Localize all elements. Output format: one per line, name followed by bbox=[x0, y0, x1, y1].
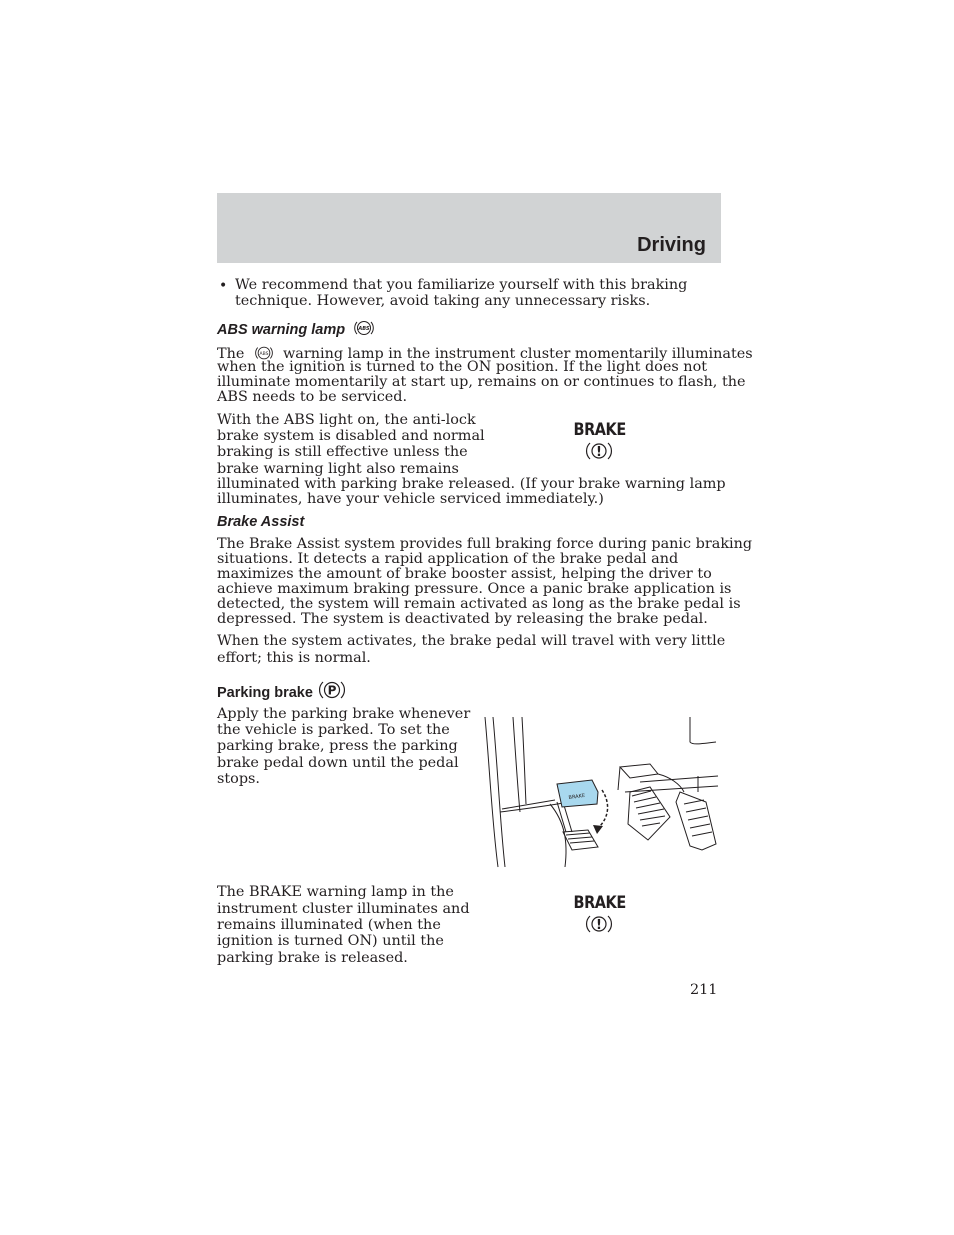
brake-assist-para2-line-1: When the system activates, the brake pedal will travel with very little bbox=[217, 633, 726, 649]
parking-brake-para2-line-1: The BRAKE warning lamp in the bbox=[217, 884, 454, 900]
brake-assist-para1-line-1: The Brake Assist system provides full braking force during panic braking bbox=[217, 536, 753, 552]
brake-warning-word-2: BRAKE bbox=[573, 893, 626, 913]
abs-para1-line-1-rest: warning lamp in the instrument cluster momentarily illuminates bbox=[282, 346, 753, 362]
parking-brake-icon bbox=[319, 679, 345, 705]
parking-brake-para1-line-1: Apply the parking brake whenever bbox=[217, 706, 471, 722]
bullet-marker: • bbox=[219, 278, 228, 294]
section-header-band bbox=[217, 193, 721, 263]
brake-warning-icon-2 bbox=[569, 894, 629, 935]
abs-para2-line-2: brake system is disabled and normal bbox=[217, 428, 485, 444]
bullet-text-line-1: We recommend that you familiarize yourself with this braking bbox=[235, 277, 688, 293]
parking-brake-para2-line-2: instrument cluster illuminates and bbox=[217, 901, 470, 917]
abs-heading-text: ABS warning lamp bbox=[217, 321, 346, 338]
section-title: Driving bbox=[637, 234, 706, 256]
abs-inline-icon-label: ABS bbox=[259, 351, 269, 357]
abs-para2-line-1: With the ABS light on, the anti-lock bbox=[217, 412, 476, 428]
brake-assist-para1-line-3: maximizes the amount of brake booster assist, helping the driver to bbox=[217, 566, 712, 582]
brake-assist-para2-line-2: effort; this is normal. bbox=[217, 650, 371, 666]
pedal-release-label: BRAKE bbox=[568, 792, 586, 802]
abs-para1-prefix: The bbox=[217, 346, 245, 362]
parking-brake-para1-line-5: stops. bbox=[217, 771, 261, 787]
abs-icon bbox=[353, 318, 375, 342]
abs-para2-line-3: braking is still effective unless the bbox=[217, 444, 468, 460]
parking-brake-heading-text: Parking brake bbox=[217, 685, 313, 701]
brake-assist-para1-line-4: achieve maximum braking pressure. Once a panic brake application is bbox=[217, 581, 732, 597]
parking-brake-para2-line-3: remains illuminated (when the bbox=[217, 917, 441, 933]
brake-warning-mark-2: ! bbox=[596, 918, 602, 933]
abs-para2-line-4: brake warning light also remains bbox=[217, 461, 459, 477]
brake-assist-para1-line-5: detected, the system will remain activated as long as the brake pedal is bbox=[217, 596, 741, 612]
parking-brake-para2-line-5: parking brake is released. bbox=[217, 950, 408, 966]
parking-brake-pedal-illustration bbox=[480, 712, 720, 870]
brake-assist-heading: Brake Assist bbox=[217, 514, 305, 530]
page-number: 211 bbox=[690, 982, 718, 998]
bullet-text-line-2: technique. However, avoid taking any unnecessary risks. bbox=[235, 293, 651, 309]
brake-warning-word: BRAKE bbox=[573, 420, 626, 440]
brake-assist-para1-line-6: depressed. The system is deactivated by releasing the brake pedal. bbox=[217, 611, 708, 627]
abs-heading bbox=[217, 318, 375, 342]
brake-assist-para1-line-2: situations. It detects a rapid application of the brake pedal and bbox=[217, 551, 679, 567]
parking-brake-para1-line-4: brake pedal down until the pedal bbox=[217, 755, 459, 771]
abs-icon-label: ABS bbox=[358, 326, 370, 332]
parking-brake-para1-line-2: the vehicle is parked. To set the bbox=[217, 722, 450, 738]
brake-warning-icon bbox=[569, 421, 629, 462]
abs-para2-line-6: illuminates, have your vehicle serviced immediately.) bbox=[217, 491, 604, 507]
parking-brake-icon-label: P bbox=[327, 683, 337, 698]
abs-para1-line-2: when the ignition is turned to the ON position. If the light does not bbox=[217, 359, 708, 375]
abs-para2-line-5: illuminated with parking brake released. (If your brake warning lamp bbox=[217, 476, 726, 492]
brake-warning-mark: ! bbox=[596, 445, 602, 460]
abs-para1-line-3: illuminate momentarily at start up, remains on or continues to flash, the bbox=[217, 374, 746, 390]
parking-brake-heading bbox=[217, 679, 345, 705]
parking-brake-para1-line-3: parking brake, press the parking bbox=[217, 738, 458, 754]
abs-para1-line-4: ABS needs to be serviced. bbox=[217, 389, 408, 405]
parking-brake-pedal-highlight bbox=[557, 780, 598, 807]
parking-brake-para2-line-4: ignition is turned ON) until the bbox=[217, 933, 444, 949]
